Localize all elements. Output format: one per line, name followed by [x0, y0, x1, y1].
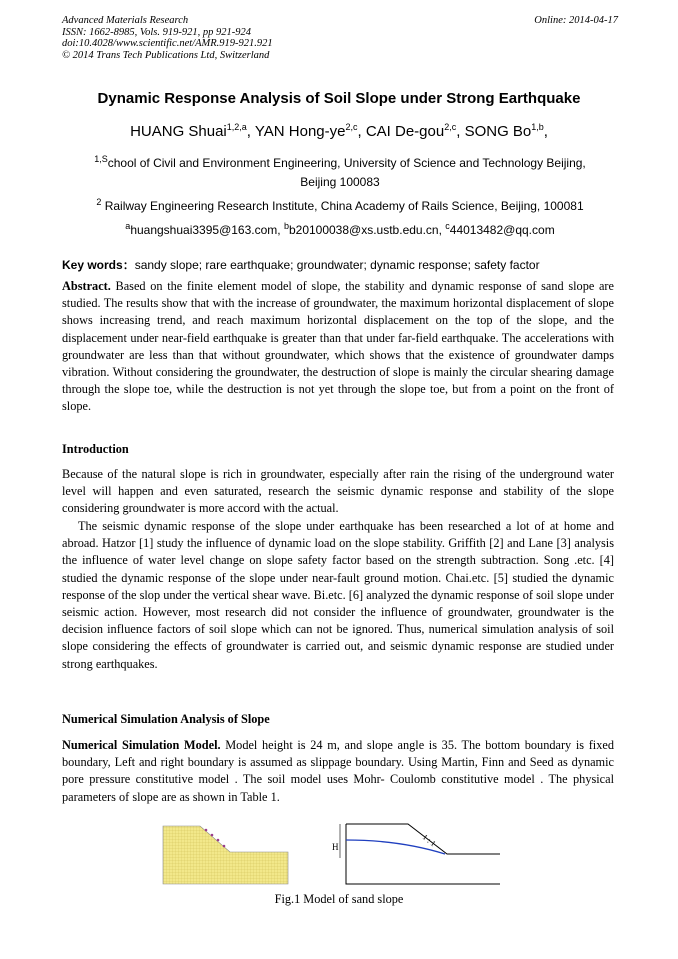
- author-list: [0, 122, 678, 140]
- affiliation-2: [62, 193, 618, 216]
- author-name: CAI De-gou: [365, 123, 445, 140]
- keywords-text: sandy slope; rare earthquake; groundwater; dynamic response; safety factor: [134, 258, 540, 272]
- figure-caption: Fig.1 Model of sand slope: [274, 892, 404, 906]
- affiliation-line: Railway Engineering Research Institute, China Academy of Rails Science, Beijing, 100081: [101, 199, 584, 213]
- journal-header: [62, 15, 618, 61]
- height-label: H: [332, 842, 339, 852]
- author-name: SONG Bo: [464, 123, 532, 140]
- email-line: [62, 217, 618, 240]
- author-sup: 2,c: [444, 122, 457, 132]
- author-sup: 2,c: [345, 122, 358, 132]
- numerical-model-paragraph: [62, 737, 614, 806]
- author-sup: 1,b: [531, 122, 544, 132]
- keywords: [62, 256, 618, 273]
- email-a[interactable]: huangshuai3395@163.com,: [130, 223, 284, 237]
- email-c[interactable]: 44013482@qq.com: [449, 223, 555, 237]
- slope-mesh: [163, 826, 288, 884]
- figure-sand-slope: [160, 818, 500, 888]
- affiliation-sup: 2: [96, 197, 102, 207]
- intro-paragraph-1: Because of the natural slope is rich in groundwater, especially after rain the rising of the underground water level will happen and even saturated, research the seismic dynamic response and stability of the slope considering groundwater is more accord with the actual.: [62, 467, 614, 516]
- email-b[interactable]: b20100038@xs.ustb.edu.cn,: [288, 223, 446, 237]
- online-date: Online: 2014-04-17: [534, 15, 618, 26]
- author-sup: 1,2,a: [226, 122, 247, 132]
- slope-ratio-label: 1 : 1: [420, 832, 438, 849]
- affiliation-line: Beijing 100083: [300, 175, 380, 189]
- author-sep: ,: [246, 123, 255, 140]
- author-sep: ,: [357, 123, 366, 140]
- journal-name: Advanced Materials Research: [62, 15, 189, 26]
- intro-paragraph-2: The seismic dynamic response of the slope under earthquake has been researched a lot of at home and abroad. Hatzor [1] study the influence of dynamic load on the slope stability. Griffith [2] and Lane [3] analysis the influence of water level change on slope safety factor based on the strength subtraction. Song .etc. [4] studied the dynamic response of the slope under near-fault ground motion. Chai.etc. [5] studied the dynamic response of the slop under the vertical shear wave. Bi.etc. [6] analyzed the dynamic response of soil slope under seismic action. However, most research did not consider the influence of groundwater, groundwater is the decision influence factors of soil slope which can not be ignored. Thus, numerical simulation analysis of soil slope considering the effects of groundwater is carried out, and seismic dynamic response are studied under strong earthquakes.: [62, 519, 614, 671]
- affiliation-1: [62, 150, 618, 192]
- numerical-model-label: Numerical Simulation Model.: [62, 738, 221, 752]
- abstract: [62, 278, 614, 416]
- author-name: YAN Hong-ye: [254, 123, 346, 140]
- abstract-label: Abstract.: [62, 279, 111, 293]
- paper-title: Dynamic Response Analysis of Soil Slope under Strong Earthquake: [97, 90, 581, 107]
- keywords-label: Key words: [62, 258, 123, 272]
- issn-line: ISSN: 1662-8985, Vols. 919-921, pp 921-924: [62, 26, 251, 38]
- email-sup: a: [125, 221, 131, 231]
- email-sup: c: [445, 221, 450, 231]
- email-sup: b: [283, 221, 289, 231]
- slope-schematic: [340, 824, 500, 884]
- numerical-model-text: Model height is 24 m, and slope angle is 35. The bottom boundary is fixed boundary, Left and right boundary is assumed as slippage boundary. Using Martin, Finn and Seed as dynamic pore pressure constitutive model . The soil model uses Mohr- Coulomb constitutive model . The physical parameters of slope are as shown in Table 1.: [62, 738, 614, 804]
- author-name: HUANG Shuai: [130, 123, 227, 140]
- author-sep: ,: [543, 123, 548, 140]
- author-sep: ,: [456, 123, 465, 140]
- abstract-text: Based on the finite element model of slope, the stability and dynamic response of sand slope are studied. The results show that with the increase of groundwater, the maximum horizontal displacement of slope shows increasing trend, and reach maximum horizontal displacement on the top of the slope, and the displacement under near-field earthquake is greater than that under far-field earthquake. The accelerations with groundwater are less than that without groundwater, which shows that the existence of groundwater damps vibration. Without considering the groundwater, the destruction of slope is mainly the circular shearing damage through the slope toe, while the destruction is not yet through the slope toe, but from a point on the front of slope.: [62, 279, 614, 414]
- section-heading-numerical: Numerical Simulation Analysis of Slope: [62, 712, 270, 726]
- copyright-line: © 2014 Trans Tech Publications Ltd, Switzerland: [62, 49, 270, 61]
- section-heading-introduction: Introduction: [62, 442, 129, 456]
- keywords-sep: ：: [122, 258, 135, 272]
- doi-line[interactable]: doi:10.4028/www.scientific.net/AMR.919-921.921: [62, 38, 273, 49]
- affiliation-sup: 1,S: [94, 154, 108, 164]
- affiliation-line: chool of Civil and Environment Engineering, University of Science and Technology Beijing,: [107, 156, 586, 170]
